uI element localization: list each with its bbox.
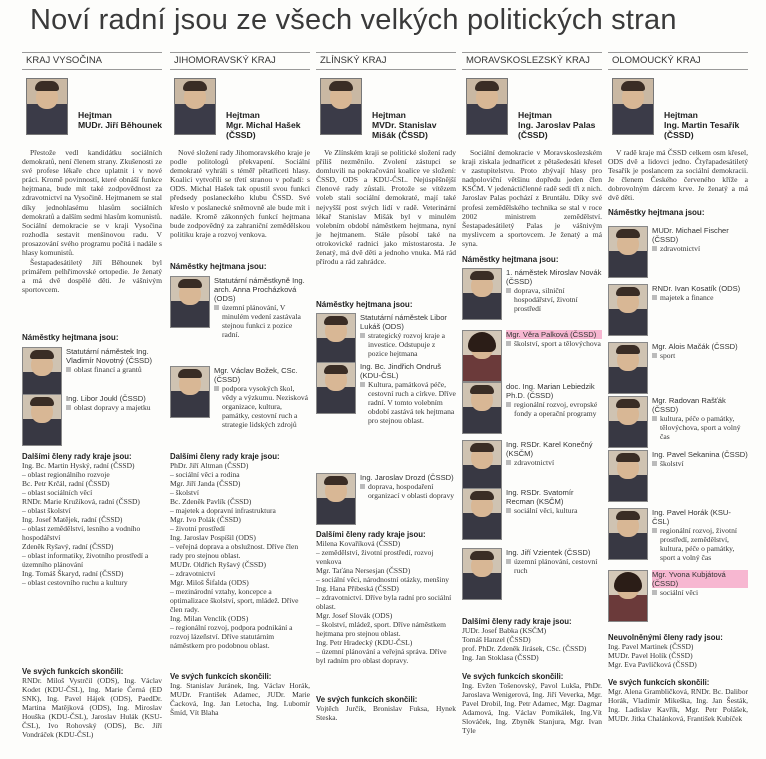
council-member: – oblast školství bbox=[22, 506, 71, 515]
deputy-entry bbox=[462, 440, 602, 492]
council-member: Ing. Jan Stoklasa (ČSSD) bbox=[462, 653, 539, 662]
governor-title bbox=[518, 110, 608, 140]
former-members-list bbox=[316, 695, 456, 722]
governor-title bbox=[226, 110, 316, 140]
deputy-entry bbox=[316, 313, 456, 365]
former-members-list bbox=[608, 678, 748, 723]
deputy-text bbox=[652, 450, 748, 468]
deputy-name: RNDr. Ivan Kosatík (ODS) bbox=[652, 284, 741, 293]
former-members-text: Vojtěch Jurčík, Bronislav Fuksa, Hynek Steska. bbox=[316, 704, 456, 722]
governor-title bbox=[372, 110, 462, 140]
council-member: – životní prostředí bbox=[170, 524, 225, 533]
former-members-list bbox=[170, 672, 310, 717]
deputy-duty: sociální věci bbox=[652, 588, 748, 597]
deputy-entry bbox=[462, 488, 602, 540]
deputy-photo bbox=[462, 440, 502, 492]
governor-photo bbox=[26, 78, 68, 135]
deputy-duty: oblast financí a grantů bbox=[66, 365, 162, 374]
deputy-duty: kultura, péče o památky, tělovýchova, sport a volný čas bbox=[652, 414, 748, 441]
governor-label: Hejtman bbox=[78, 110, 112, 120]
deputy-photo bbox=[316, 362, 356, 414]
council-member: Milena Kovaříková (ČSSD) bbox=[316, 539, 401, 548]
deputies-heading: Náměstky hejtmana jsou: bbox=[22, 333, 119, 342]
council-member: – sociální věci a rodina bbox=[170, 470, 240, 479]
former-members-text: Ing. Stanislav Juránek, Ing. Václav Horák, MUDr. František Adamec, JUDr. Marie Čacková, Ing. Jan Letocha, Ing. Lubomír Šmíd, Vít Blaha bbox=[170, 681, 310, 717]
deputy-text bbox=[652, 508, 748, 562]
council-member: – oblast regionálního rozvoje bbox=[22, 470, 110, 479]
council-member: – oblast cestovního ruchu a kultury bbox=[22, 578, 128, 587]
intro-paragraph: Ve Zlínském kraji se politické složení rady příliš nezměnilo. Zvolení zástupci se domluvili na pokračování koalice ve složení: ČSSD, ODS a KDU-ČSL. Nejúspěšnější členové rady zůstali. Protože se vítězem voleb stali sociální demokraté, mají také nejvyšší post svých lidí v radě. Veterinární lékař Stanislav Mišák byl v minulém volebním období náměstkem hejtmana, nyní je hejtmanem. Stále působí také na otrokovické radnici jako místostarosta. Je ženatý, má dvě děti a jednoho vnuka. Má rád přírodu a rád zahrádce. bbox=[316, 148, 456, 267]
council-member: Bc. Zdeněk Pavlík (ČSSD) bbox=[170, 497, 252, 506]
former-members-list bbox=[462, 672, 602, 735]
deputy-name: Ing. Jiří Vzientek (ČSSD) bbox=[506, 548, 591, 557]
council-member: – mezinárodní vztahy, koncepce a optimalizace školství, sport, mládež. Dříve člen rady. bbox=[170, 587, 299, 614]
deputies-heading: Náměstky hejtmana jsou: bbox=[608, 208, 705, 217]
deputy-name: doc. Ing. Marian Lebiedzik Ph.D. (ČSSD) bbox=[506, 382, 595, 400]
governor-name: Ing. Jaroslav Palas (ČSSD) bbox=[518, 120, 596, 140]
council-members-list bbox=[316, 530, 456, 665]
deputy-name: Mgr. Věra Palková (ČSSD) bbox=[506, 330, 602, 339]
deputy-photo bbox=[462, 268, 502, 320]
deputy-duty: školství, sport a tělovýchova bbox=[506, 339, 602, 348]
deputy-name: Ing. Libor Joukl (ČSSD) bbox=[66, 394, 146, 403]
deputy-text bbox=[506, 330, 602, 348]
former-members-text: Mgr. Alena Grambličková, RNDr. Bc. Dalibor Horák, Vladimír Mikeška, Ing. Jan Šesták, Ing. Ladislav Kavřík, Mgr. Petr Polášek, MUDr. Jitka Chalánková, František Kubíček bbox=[608, 687, 748, 723]
intro-text bbox=[462, 148, 602, 249]
governor-photo bbox=[466, 78, 508, 135]
deputy-entry bbox=[608, 508, 748, 560]
deputy-entry bbox=[462, 330, 602, 382]
council-member: Ing. Hana Přibeská (ČSSD) bbox=[316, 584, 399, 593]
former-members-heading: Ve svých funkcích skončili: bbox=[462, 672, 564, 681]
deputy-photo bbox=[170, 276, 210, 328]
former-members-text: Ing. Evžen Tošenovský, Pavol Lukša, PhDr. Jaroslava Wenigerová, Ing. Jiří Veverka, Mgr. Pavel Drobil, Ing. Petr Adamec, Mgr. Dagmar Adamová, Ing. Václav Pomikálek, Ing.Vít Slováček, Ing. Zbyněk Stanjura, Mgr. Ivan Týle bbox=[462, 681, 602, 735]
deputy-photo bbox=[462, 548, 502, 600]
former-members-heading: Ve svých funkcích skončili: bbox=[316, 695, 418, 704]
deputy-text bbox=[360, 362, 456, 425]
deputy-duty: územní plánování, cestovní ruch bbox=[506, 557, 602, 575]
deputy-duty: doprava, silniční hospodářství, životní prostředí bbox=[506, 286, 602, 313]
deputy-entry bbox=[170, 366, 310, 429]
council-members-heading: Dalšími členy rady kraje jsou: bbox=[170, 452, 280, 461]
deputy-name: Ing. Pavel Sekanina (ČSSD) bbox=[652, 450, 748, 459]
council-member: – oblast sociálních věcí bbox=[22, 488, 93, 497]
region-header: ZLÍNSKÝ KRAJ bbox=[316, 52, 456, 70]
deputy-name: Ing. RSDr. Svatomír Recman (KSČM) bbox=[506, 488, 574, 506]
deputy-duty: regionální rozvoj, evropské fondy a operační programy bbox=[506, 400, 602, 418]
deputy-text bbox=[506, 268, 602, 313]
deputy-name: Mgr. Václav Božek, CSc. (ČSSD) bbox=[214, 366, 298, 384]
deputy-text bbox=[66, 394, 162, 412]
deputy-text bbox=[360, 313, 456, 358]
deputy-duty: zdravotnictví bbox=[652, 244, 748, 253]
deputy-text bbox=[652, 226, 748, 253]
deputy-name: Ing. Pavel Horák (KSU-ČSL) bbox=[652, 508, 731, 526]
deputy-photo bbox=[608, 570, 648, 622]
governor-label: Hejtman bbox=[226, 110, 260, 120]
deputy-photo bbox=[608, 284, 648, 336]
deputy-name: Mgr. Alois Mačák (ČSSD) bbox=[652, 342, 738, 351]
council-member: Mgr. Taťána Nersesjan (ČSSD) bbox=[316, 566, 411, 575]
council-member: prof. PhDr. Zdeněk Jirásek, CSc. (ČSSD) bbox=[462, 644, 587, 653]
intro-text bbox=[316, 148, 456, 267]
council-member: – školství bbox=[170, 488, 199, 497]
deputy-entry bbox=[462, 268, 602, 320]
deputies-heading: Náměstky hejtmana jsou: bbox=[462, 255, 559, 264]
council-member: – oblast informatiky, životního prostředí a územního plánování bbox=[22, 551, 149, 569]
deputy-photo bbox=[608, 226, 648, 278]
deputy-photo bbox=[22, 394, 62, 446]
region-column bbox=[462, 52, 602, 70]
governor-label: Hejtman bbox=[664, 110, 698, 120]
council-members-heading: Dalšími členy rady kraje jsou: bbox=[22, 452, 132, 461]
council-members-heading: Neuvolněnými členy rady jsou: bbox=[608, 633, 723, 642]
region-header: MORAVSKOSLEZSKÝ KRAJ bbox=[462, 52, 602, 70]
council-member: MUDr. Oldřich Ryšavý (ČSSD) bbox=[170, 560, 266, 569]
council-member: Ing. Bc. Martin Hyský, radní (ČSSD) bbox=[22, 461, 135, 470]
council-member: Mgr. Ivo Polák (ČSSD) bbox=[170, 515, 241, 524]
deputy-duty: strategický rozvoj kraje a investice. Odstupuje z pozice hejtmana bbox=[360, 331, 456, 358]
former-members-text: RNDr. Miloš Vystrčil (ODS), Ing. Václav Kodet (KDU-ČSL), Ing. Marie Černá (ED SNK), Ing. Pavel Hájek (ODS), PaedDr. Martina Matějková (ODS), Ing. Miroslav Houška (KDU-ČSL), Jaroslav Hulák (KSU-ČSL), Ivo Rohovský (ODS), Bc. Jiří Vondráček (KDU-ČSL) bbox=[22, 676, 162, 739]
former-members-heading: Ve svých funkcích skončili: bbox=[608, 678, 710, 687]
deputy-name: Mgr. Radovan Rašťák (ČSSD) bbox=[652, 396, 726, 414]
governor-name: MUDr. Jiří Běhounek bbox=[78, 120, 163, 130]
deputy-entry bbox=[608, 570, 748, 622]
council-member: Ing. Tomáš Škaryd, radní (ČSSD) bbox=[22, 569, 124, 578]
council-member: – regionální rozvoj, podpora podnikání a rozvoj lázeňství. Dříve statutárním náměstkem pro podobnou oblast. bbox=[170, 623, 293, 650]
intro-paragraph: V radě kraje má ČSSD celkem osm křesel, ODS dvě a lidovci jedno. Čtyřapadesátiletý Tesařík je poslancem za sociální demokracii. Je členem Českého červeného kříže a dobrovolným dárcem krve. Je ženatý a má dvě děti. bbox=[608, 148, 748, 203]
deputy-name: Statutární náměstek Libor Lukáš (ODS) bbox=[360, 313, 447, 331]
deputy-duty: územní plánování, V minulém vedení zastávala stejnou funkci z pozice radní. bbox=[214, 303, 310, 339]
former-members-heading: Ve svých funkcích skončili: bbox=[22, 667, 124, 676]
region-column bbox=[316, 52, 456, 70]
deputy-name: Mgr. Yvona Kubjátová (ČSSD) bbox=[652, 570, 748, 588]
governor-label: Hejtman bbox=[372, 110, 406, 120]
council-member: – zdravotnictví bbox=[170, 569, 216, 578]
deputy-text bbox=[506, 548, 602, 575]
council-member: Mgr. Miloš Šifalda (ODS) bbox=[170, 578, 249, 587]
deputy-photo bbox=[170, 366, 210, 418]
deputy-photo bbox=[608, 450, 648, 502]
region-column bbox=[608, 52, 748, 70]
intro-paragraph: Nové složení rady Jihomoravského kraje je podle politologů překvapení. Sociální demokraté vyhráli s téměř pětatřiceti hlasy. Koalici vytvořili se třetí stranou v pořadí: s ODS. Michal Hašek tak opustil svou funkci předsedy poslaneckého klubu ČSSD. Své křeslo v poslanecké sněmovně ale bude mít i nadále. Kromě zákonných funkcí hejtmana bude zodpovědný za zahraniční zemědělskou politiku kraje a rozvoj venkova. bbox=[170, 148, 310, 239]
governor-label: Hejtman bbox=[518, 110, 552, 120]
deputy-text bbox=[652, 342, 748, 360]
council-member: Ing. Petr Hradecký (KDU-ČSL) bbox=[316, 638, 413, 647]
deputy-text bbox=[652, 570, 748, 597]
former-members-heading: Ve svých funkcích skončili: bbox=[170, 672, 272, 681]
region-column bbox=[22, 52, 162, 70]
council-member: MUDr. Pavel Holík (ČSSD) bbox=[608, 651, 693, 660]
deputy-entry bbox=[608, 342, 748, 394]
council-member: – sociální věci, národnostní otázky, menšiny bbox=[316, 575, 450, 584]
governor-name: MVDr. Stanislav Mišák (ČSSD) bbox=[372, 120, 437, 140]
deputy-text bbox=[214, 366, 310, 429]
deputy-name: Statutární náměstek Ing. Vladimír Novotný (ČSSD) bbox=[66, 347, 153, 365]
deputy-duty: školství bbox=[652, 459, 748, 468]
deputy-photo bbox=[608, 396, 648, 448]
council-members-heading: Dalšími členy rady kraje jsou: bbox=[316, 530, 426, 539]
deputy-entry bbox=[608, 226, 748, 278]
intro-text bbox=[170, 148, 310, 240]
deputy-photo bbox=[316, 313, 356, 365]
deputy-entry bbox=[462, 382, 602, 434]
council-members-list bbox=[22, 452, 162, 587]
governor-name: Mgr. Michal Hašek (ČSSD) bbox=[226, 120, 301, 140]
deputy-entry bbox=[608, 396, 748, 448]
intro-text bbox=[608, 148, 748, 204]
deputy-duty: doprava, hospodaření organizací v oblasti dopravy bbox=[360, 482, 456, 500]
council-members-list bbox=[462, 617, 602, 662]
deputy-text bbox=[652, 284, 748, 302]
council-member: – školství, mládež, sport. Dříve náměstkem hejtmana pro stejnou oblast. bbox=[316, 620, 446, 638]
council-member: – oblast zemědělství, lesního a vodního hospodářství bbox=[22, 524, 141, 542]
council-member: JUDr. Josef Babka (KSČM) bbox=[462, 626, 547, 635]
deputy-name: Statutární náměstkyně Ing. arch. Anna Procházková (ODS) bbox=[214, 276, 305, 303]
governor-photo bbox=[174, 78, 216, 135]
governor-photo bbox=[612, 78, 654, 135]
region-column bbox=[170, 52, 310, 70]
deputy-duty: podpora vysokých škol, vědy a výzkumu. Nezisková organizace, kultura, památky, cestovní ruch a strategie lidských zdrojů bbox=[214, 384, 310, 429]
deputy-duty: regionální rozvoj, životní prostředí, zemědělství, kultura, péče o památky, sport a volný čas bbox=[652, 526, 748, 562]
deputy-entry bbox=[316, 362, 456, 425]
former-members-list bbox=[22, 667, 162, 739]
council-member: Mgr. Jiří Janda (ČSSD) bbox=[170, 479, 241, 488]
deputy-duty: sociální věci, kultura bbox=[506, 506, 602, 515]
governor-photo bbox=[320, 78, 362, 135]
council-member: – veřejná doprava a obslužnost. Dříve člen rady pro stejnou oblast. bbox=[170, 542, 299, 560]
deputy-duty: majetek a finance bbox=[652, 293, 748, 302]
deputy-text bbox=[652, 396, 748, 441]
deputy-entry bbox=[462, 548, 602, 600]
council-member: Ing. Josef Matějek, radní (ČSSD) bbox=[22, 515, 123, 524]
council-member: Mgr. Eva Pavlíčková (ČSSD) bbox=[608, 660, 697, 669]
deputy-name: 1. náměstek Miroslav Novák (ČSSD) bbox=[506, 268, 602, 286]
intro-paragraph: Sociální demokracie v Moravskoslezském kraji získala jednatřicet z pětašedesáti křesel v zastupitelstvu. Proto zbývají hlasy pro nadpoloviční většinu dopředu jeden člen KSČM. V jedenáctičlenné radě sedí tři z nich. Jaroslav Palas pochází z Bruntálu. Díky své profesi zemědělského technika se stal v roce 2002 ministrem zemědělství. Šestapadesátiletý Palas je vášnivým myslivcem a sportovcem. Je ženatý a má syna. bbox=[462, 148, 602, 248]
deputy-name: Ing. Bc. Jindřich Ondruš (KDU-ČSL) bbox=[360, 362, 442, 380]
council-member: Mgr. Josef Slovák (ODS) bbox=[316, 611, 393, 620]
deputy-text bbox=[506, 488, 602, 515]
deputy-text bbox=[506, 382, 602, 418]
deputies-heading: Náměstky hejtmana jsou: bbox=[170, 262, 267, 271]
council-member: PhDr. Jiří Altman (ČSSD) bbox=[170, 461, 249, 470]
deputy-photo bbox=[608, 342, 648, 394]
council-member: – zemědělství, životní prostředí, rozvoj venkova bbox=[316, 548, 434, 566]
deputy-photo bbox=[462, 382, 502, 434]
deputy-name: Ing. RSDr. Karel Konečný (KSČM) bbox=[506, 440, 593, 458]
deputy-text bbox=[506, 440, 602, 467]
council-member: Bc. Petr Krčál, radní (ČSSD) bbox=[22, 479, 110, 488]
council-member: Zdeněk Ryšavý, radní (ČSSD) bbox=[22, 542, 114, 551]
deputy-entry bbox=[316, 473, 456, 525]
deputy-duty: oblast dopravy a majetku bbox=[66, 403, 162, 412]
governor-title bbox=[664, 110, 754, 140]
deputy-duty: Kultura, památková péče, cestovní ruch a církve. Dříve radní. V tomto volebním období zastává tek hejtmana pro stejnou oblast. bbox=[360, 380, 456, 425]
deputies-heading: Náměstky hejtmana jsou: bbox=[316, 300, 413, 309]
council-member: – majetek a dopravní infrastruktura bbox=[170, 506, 276, 515]
region-header: JIHOMORAVSKÝ KRAJ bbox=[170, 52, 310, 70]
deputy-name: Ing. Jaroslav Drozd (ČSSD) bbox=[360, 473, 454, 482]
region-header: KRAJ VYSOČINA bbox=[22, 52, 162, 70]
deputy-entry bbox=[22, 347, 162, 399]
governor-title bbox=[78, 110, 168, 130]
deputy-entry bbox=[22, 394, 162, 446]
deputy-entry bbox=[608, 450, 748, 502]
page-title: Noví radní jsou ze všech velkých politických stran bbox=[30, 4, 677, 36]
deputy-text bbox=[360, 473, 456, 500]
council-member: Tomáš Hanzel (ČSSD) bbox=[462, 635, 531, 644]
deputy-photo bbox=[462, 488, 502, 540]
deputy-duty: sport bbox=[652, 351, 748, 360]
deputy-text bbox=[214, 276, 310, 339]
council-members-list bbox=[608, 633, 748, 669]
council-member: – zdravotnictví. Dříve byla radní pro sociální oblast. bbox=[316, 593, 452, 611]
intro-paragraph: Přestože vedl kandidátku sociálních demokratů, není členem strany. Zkušenosti ze své profese lékaře chce uplatnit i v nové práci. Kromě povinností, které obnáší funkce hejtmana, bude mít také zodpovědnost za zdravotnictví na Vysočině. Hejtmanem se stal díky jednohlasému hlasům sociálních demokratů a dalším sedmi hlasům komunistů. Sociální demokracie se v kraji Vysočina rozhodla sestavit menšinovou radu. V prosazování svého programu počítá i nadále s hlasy komunistů. bbox=[22, 148, 162, 258]
deputy-entry bbox=[608, 284, 748, 336]
governor-name: Ing. Martin Tesařík (ČSSD) bbox=[664, 120, 740, 140]
council-member: Ing. Pavel Martinek (ČSSD) bbox=[608, 642, 694, 651]
deputy-text bbox=[66, 347, 162, 374]
deputy-photo bbox=[608, 508, 648, 560]
deputy-photo bbox=[22, 347, 62, 399]
deputy-photo bbox=[462, 330, 502, 382]
region-header: OLOMOUCKÝ KRAJ bbox=[608, 52, 748, 70]
intro-text bbox=[22, 148, 162, 296]
deputy-duty: zdravotnictví bbox=[506, 458, 602, 467]
council-members-heading: Dalšími členy rady kraje jsou: bbox=[462, 617, 572, 626]
council-member: Ing. Jaroslav Pospíšil (ODS) bbox=[170, 533, 256, 542]
council-member: Ing. Milan Venclík (ODS) bbox=[170, 614, 249, 623]
deputy-photo bbox=[316, 473, 356, 525]
deputy-name: MUDr. Michael Fischer (ČSSD) bbox=[652, 226, 729, 244]
deputy-entry bbox=[170, 276, 310, 339]
council-member: RNDr. Marie Kružíková, radní (ČSSD) bbox=[22, 497, 140, 506]
council-member: – územní plánování a veřejná správa. Dříve byl radním pro oblast dopravy. bbox=[316, 647, 447, 665]
intro-paragraph: Šestapadesátiletý Jiří Běhounek byl primářem pelhřimovské ortopedie. Je ženatý a má dvě dospělé děti. Je vášnivým sportovcem. bbox=[22, 258, 162, 295]
council-members-list bbox=[170, 452, 310, 650]
